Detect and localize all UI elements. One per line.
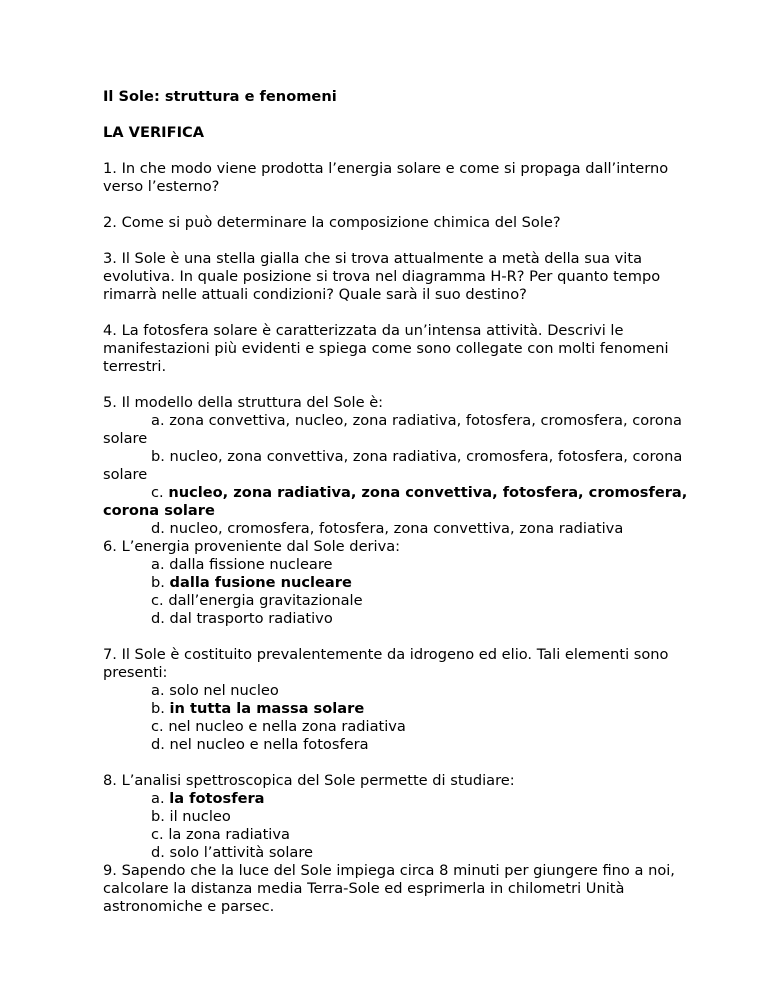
question-5-stem: 5. Il modello della struttura del Sole è:	[103, 394, 384, 411]
question-5-option-d	[103, 520, 703, 538]
question-8-option-d	[103, 844, 703, 862]
option-letter: c.	[151, 718, 169, 735]
option-letter: d.	[151, 520, 170, 537]
option-text: la zona radiativa	[168, 826, 290, 843]
question-5-option-c-continuation: corona solare	[103, 502, 215, 519]
option-letter: c.	[151, 592, 169, 609]
option-letter: d.	[151, 610, 170, 627]
question-8-option-c	[103, 826, 703, 844]
question-2: 2. Come si può determinare la composizione chimica del Sole?	[103, 214, 561, 231]
question-6	[103, 538, 703, 628]
option-text: nucleo, zona convettiva, zona radiativa, cromosfera, fotosfera, corona	[169, 448, 683, 465]
question-7-option-c	[103, 718, 703, 736]
question-4: 4. La fotosfera solare è caratterizzata da un’intensa attività. Descrivi le manifestazioni più evidenti e spiega come sono collegate con molti fenomeni terrestri.	[103, 322, 669, 375]
option-text-correct: nucleo, zona radiativa, zona convettiva, fotosfera, cromosfera,	[168, 484, 688, 501]
option-text: dalla fissione nucleare	[169, 556, 333, 573]
question-7	[103, 646, 703, 754]
question-7-stem: 7. Il Sole è costituito prevalentemente da idrogeno ed elio. Tali elementi sono presenti:	[103, 646, 669, 681]
question-9: 9. Sapendo che la luce del Sole impiega circa 8 minuti per giungere fino a noi, calcolare la distanza media Terra-Sole ed esprimerla in chilometri Unità astronomiche e parsec.	[103, 862, 675, 915]
question-6-option-b	[103, 574, 703, 592]
option-letter: b.	[151, 808, 170, 825]
question-1: 1. In che modo viene prodotta l’energia solare e come si propaga dall’interno verso l’esterno?	[103, 160, 669, 195]
question-7-option-a	[103, 682, 703, 700]
option-text-correct: in tutta la massa solare	[169, 700, 365, 717]
question-6-option-a	[103, 556, 703, 574]
option-text: nel nucleo e nella zona radiativa	[168, 718, 406, 735]
option-text: il nucleo	[169, 808, 231, 825]
option-text: dal trasporto radiativo	[169, 610, 333, 627]
question-7-option-b	[103, 700, 703, 718]
option-text: dall’energia gravitazionale	[168, 592, 363, 609]
question-5-option-a-continuation: solare	[103, 430, 148, 447]
question-3: 3. Il Sole è una stella gialla che si trova attualmente a metà della sua vita evolutiva. In quale posizione si trova nel diagramma H-R? Per quanto tempo rimarrà nelle attuali condizioni? Quale sarà il suo destino?	[103, 250, 661, 303]
question-8-option-a	[103, 790, 703, 808]
question-6-option-c	[103, 592, 703, 610]
question-8-option-b	[103, 808, 703, 826]
question-5-option-b-continuation: solare	[103, 466, 148, 483]
section-heading: LA VERIFICA	[103, 124, 205, 141]
option-letter: b.	[151, 700, 170, 717]
question-6-stem: 6. L’energia proveniente dal Sole deriva:	[103, 538, 401, 555]
option-text: nucleo, cromosfera, fotosfera, zona convettiva, zona radiativa	[169, 520, 624, 537]
option-letter: d.	[151, 736, 170, 753]
option-text-correct: dalla fusione nucleare	[169, 574, 352, 591]
question-6-option-d	[103, 610, 703, 628]
option-letter: b.	[151, 448, 170, 465]
question-8-stem: 8. L’analisi spettroscopica del Sole permette di studiare:	[103, 772, 515, 789]
option-text-correct: la fotosfera	[169, 790, 265, 807]
option-text: zona convettiva, nucleo, zona radiativa, fotosfera, cromosfera, corona	[169, 412, 682, 429]
question-5-option-a	[103, 412, 703, 430]
option-letter: a.	[151, 682, 170, 699]
option-text: nel nucleo e nella fotosfera	[169, 736, 369, 753]
document-title: Il Sole: struttura e fenomeni	[103, 88, 337, 105]
question-5-option-c	[103, 484, 703, 502]
option-letter: c.	[151, 484, 169, 501]
option-letter: d.	[151, 844, 170, 861]
option-letter: b.	[151, 574, 170, 591]
option-text: solo l’attività solare	[169, 844, 314, 861]
question-5	[103, 394, 703, 538]
option-letter: a.	[151, 790, 170, 807]
option-letter: a.	[151, 412, 170, 429]
option-letter: a.	[151, 556, 170, 573]
option-text: solo nel nucleo	[169, 682, 279, 699]
question-7-option-d	[103, 736, 703, 754]
option-letter: c.	[151, 826, 169, 843]
question-8	[103, 772, 703, 862]
question-5-option-b	[103, 448, 703, 466]
